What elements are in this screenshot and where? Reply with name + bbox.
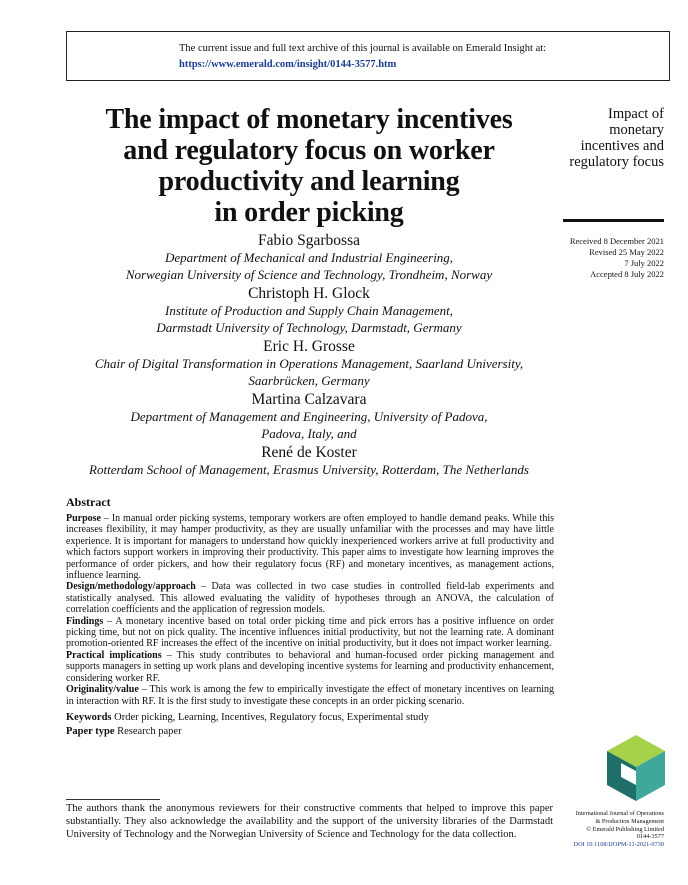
section-label: Design/methodology/approach [66,581,196,593]
journal-info-line: International Journal of Operations [575,810,664,817]
paper-title [60,104,558,228]
running-title-line: Impact of [608,106,664,122]
archive-url-link[interactable]: https://www.emerald.com/insight/0144-3577.htm [179,59,397,70]
keywords [66,711,554,739]
affiliation-line: Rotterdam School of Management, Erasmus University, Rotterdam, The Netherlands [89,462,529,477]
paper-type-text: Research paper [117,725,182,737]
abstract-heading: Abstract [66,495,111,509]
section-separator: – [161,649,177,661]
received-dates [540,236,664,280]
author-name: Martina Calzavara [251,391,367,408]
author-name: Christoph H. Glock [248,285,370,302]
author-name: René de Koster [261,444,357,461]
section-text: In manual order picking systems, temporary workers are often employed to handle demand peaks. While this increases flexibility, it may hamper productivity, as they are usually unfamiliar with the processes and may have little experience. It is important for managers to understand how quickly inexperienced workers arrive at full productivity and which factors support workers in improving their productivity. This paper aims to investigate how learning improves the performance of order pickers, and how their regulatory focus (RF) and monetary incentives, as management actions, influence learning. [66,513,554,582]
doi-link[interactable]: DOI 10.1108/IJOPM-11-2021-0730 [573,841,664,849]
section-text: A monetary incentive based on total order picking time and pick errors has a positive influence on order picking time, but not on pick quality. The incentive influences initial productivity, but not the learning rate. A dominant promotion-oriented RF increases the effect of the incentive on initial productivity, but it does not impact worker learning. [66,615,555,650]
author-name: Fabio Sgarbossa [257,232,361,249]
author-affiliation [60,250,558,283]
abstract-design [66,581,554,615]
author-affiliation [60,356,558,389]
abstract-originality [66,684,554,707]
paper-type-label: Paper type [66,725,115,737]
section-separator: – [138,684,150,696]
affiliation-line: Department of Management and Engineering, University of Padova, [130,409,488,424]
running-title-line: regulatory focus [569,154,664,170]
affiliation-line: Department of Mechanical and Industrial Engineering, [164,250,454,265]
author-affiliation [60,409,558,442]
title-line: The impact of monetary incentives [105,104,513,135]
journal-info [553,810,664,849]
section-label: Purpose [66,513,101,524]
affiliation-line: Norwegian University of Science and Technology, Trondheim, Norway [125,266,493,282]
abstract [66,495,554,739]
acknowledgement-footnote: The authors thank the anonymous reviewers for their constructive comments that helped to improve this paper substantially. They also acknowledge the availability and the support of the university libraries of the Darmstadt University of Technology and the Norwegian University of Science and Technology for the data collection. [66,803,553,840]
date-line: 7 July 2022 [624,258,664,268]
affiliation-line: Padova, Italy, and [261,425,357,441]
title-line: in order picking [214,197,404,228]
affiliation-line: Chair of Digital Transformation in Operations Management, Saarland University, [94,356,524,371]
author-affiliation [60,462,558,479]
title-line: and regulatory focus on worker [123,135,495,166]
abstract-purpose [66,513,554,581]
section-text: This study contributes to behavioral and human-focused order picking management and supports managers in setting up work plans and developing incentive systems for learning and productivity enhancement, considering worker RF. [66,649,554,684]
keywords-text: Order picking, Learning, Incentives, Regulatory focus, Experimental study [114,711,429,723]
section-text: Data was collected in two case studies in controlled field-lab experiments and statistically analysed. This allowed evaluating the validity of hypotheses through an ANOVA, the calculation of correlation coefficients and the application of regression models. [66,581,554,616]
title-line: productivity and learning [158,166,460,197]
emerald-logo-icon [607,735,665,801]
keywords-label: Keywords [66,711,112,723]
journal-info-line: © Emerald Publishing Limited [586,825,664,833]
abstract-practical [66,650,554,684]
journal-info-line: & Production Management [595,817,664,825]
section-separator: – [103,615,116,627]
author-list [60,232,558,481]
abstract-findings [66,616,554,650]
affiliation-line: Saarbrücken, Germany [248,372,370,388]
affiliation-line: Darmstadt University of Technology, Darmstadt, Germany [156,319,462,335]
archive-notice-box [66,31,670,81]
author-name: Eric H. Grosse [263,338,355,355]
archive-text: The current issue and full text archive of this journal is available on Emerald Insight at: [179,43,547,54]
section-separator: – [101,513,112,524]
date-line: Accepted 8 July 2022 [590,269,664,279]
date-line: Received 8 December 2021 [569,236,664,246]
section-label: Originality/value [66,684,139,696]
author-affiliation [60,303,558,336]
section-label: Practical implications [66,649,162,661]
running-title-line: monetary [609,122,664,138]
affiliation-line: Institute of Production and Supply Chain Management, [164,303,453,318]
section-separator: – [195,581,212,593]
sidebar-divider [563,219,664,222]
section-text: This work is among the few to empirically investigate the effect of monetary incentives on learning in interaction with RF. It is the first study to investigate these concepts in an order picking scenario. [66,684,554,707]
running-title-line: incentives and [580,138,664,154]
section-label: Findings [66,615,104,627]
footnote-divider [66,799,160,800]
journal-info-line: 0144-3577 [636,833,664,841]
running-title [548,106,664,170]
date-line: Revised 25 May 2022 [589,247,664,257]
